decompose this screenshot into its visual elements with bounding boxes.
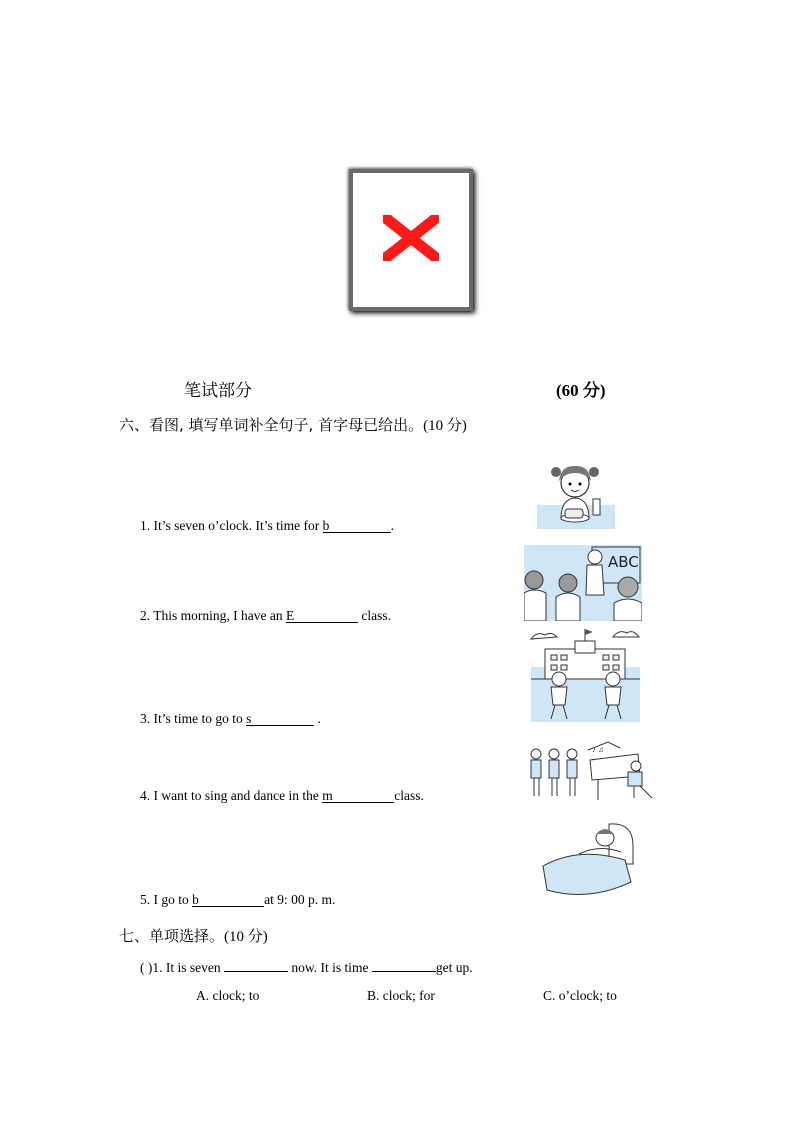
item-5-tail: at 9: 00 p. m.: [264, 892, 336, 907]
written-part-score: (60 分): [556, 381, 606, 400]
part6-item-5: [140, 892, 335, 908]
item-2-letter: E: [285, 608, 295, 623]
item-4-tail: class.: [394, 788, 424, 803]
item-2-text: 2. This morning, I have an: [140, 608, 286, 623]
part6-heading-text: 六、看图, 填写单词补全句子, 首字母已给出。: [119, 416, 424, 434]
part6-heading: [119, 414, 467, 435]
item-5-text: 5. I go to: [140, 892, 193, 907]
choice-b[interactable]: B. clock; for: [367, 988, 435, 1003]
part6-item-2: [140, 608, 391, 624]
item-1-blank[interactable]: [323, 518, 391, 533]
choice-a[interactable]: A. clock; to: [196, 988, 260, 1003]
bed-image: [539, 820, 637, 902]
english-class-image: [524, 545, 642, 621]
svg-text:♪ ♫: ♪ ♫: [592, 745, 604, 754]
part6-item-1: [140, 518, 394, 534]
item-1-text: 1. It’s seven o’clock. It’s time for: [140, 518, 323, 533]
q1-blank-1[interactable]: [224, 957, 288, 972]
item-3-blank[interactable]: [246, 711, 314, 726]
q1-text-3: get up.: [435, 960, 473, 975]
broken-image-icon: [383, 215, 439, 261]
part7-heading-text: 七、单项选择。: [119, 927, 225, 945]
part7-question-1: [140, 957, 473, 976]
item-5-blank[interactable]: [192, 892, 264, 907]
q1-text-2: now. It is time: [288, 960, 372, 975]
school-building-image: [529, 627, 642, 724]
item-2-tail: class.: [357, 608, 391, 623]
part6-item-3: [140, 711, 321, 727]
item-5-letter: b: [192, 892, 199, 907]
abc-label: ABC: [608, 553, 639, 571]
answer-paren[interactable]: ( ): [140, 960, 153, 975]
part6-item-4: [140, 788, 424, 804]
item-1-letter: b: [322, 518, 330, 533]
written-part-title: 笔试部分: [184, 381, 252, 400]
item-3-letter: s: [246, 711, 252, 726]
part6-points: (10 分): [423, 418, 467, 434]
item-2-blank[interactable]: [286, 608, 358, 623]
q1-text-1: 1. It is seven: [152, 960, 224, 975]
item-4-text: 4. I want to sing and dance in the: [140, 788, 323, 803]
item-4-blank[interactable]: [322, 788, 394, 803]
part7-points: (10 分): [224, 929, 268, 945]
item-1-tail: .: [390, 518, 394, 533]
girl-breakfast-image: [535, 455, 617, 531]
q1-blank-2[interactable]: [372, 957, 436, 972]
item-4-letter: m: [322, 788, 333, 803]
part7-heading: [119, 925, 268, 946]
music-class-image: [528, 740, 654, 802]
item-3-tail: .: [314, 711, 321, 726]
broken-image-placeholder: [349, 169, 473, 311]
choice-c[interactable]: C. o’clock; to: [543, 988, 617, 1003]
item-3-text: 3. It’s time to go to: [140, 711, 247, 726]
